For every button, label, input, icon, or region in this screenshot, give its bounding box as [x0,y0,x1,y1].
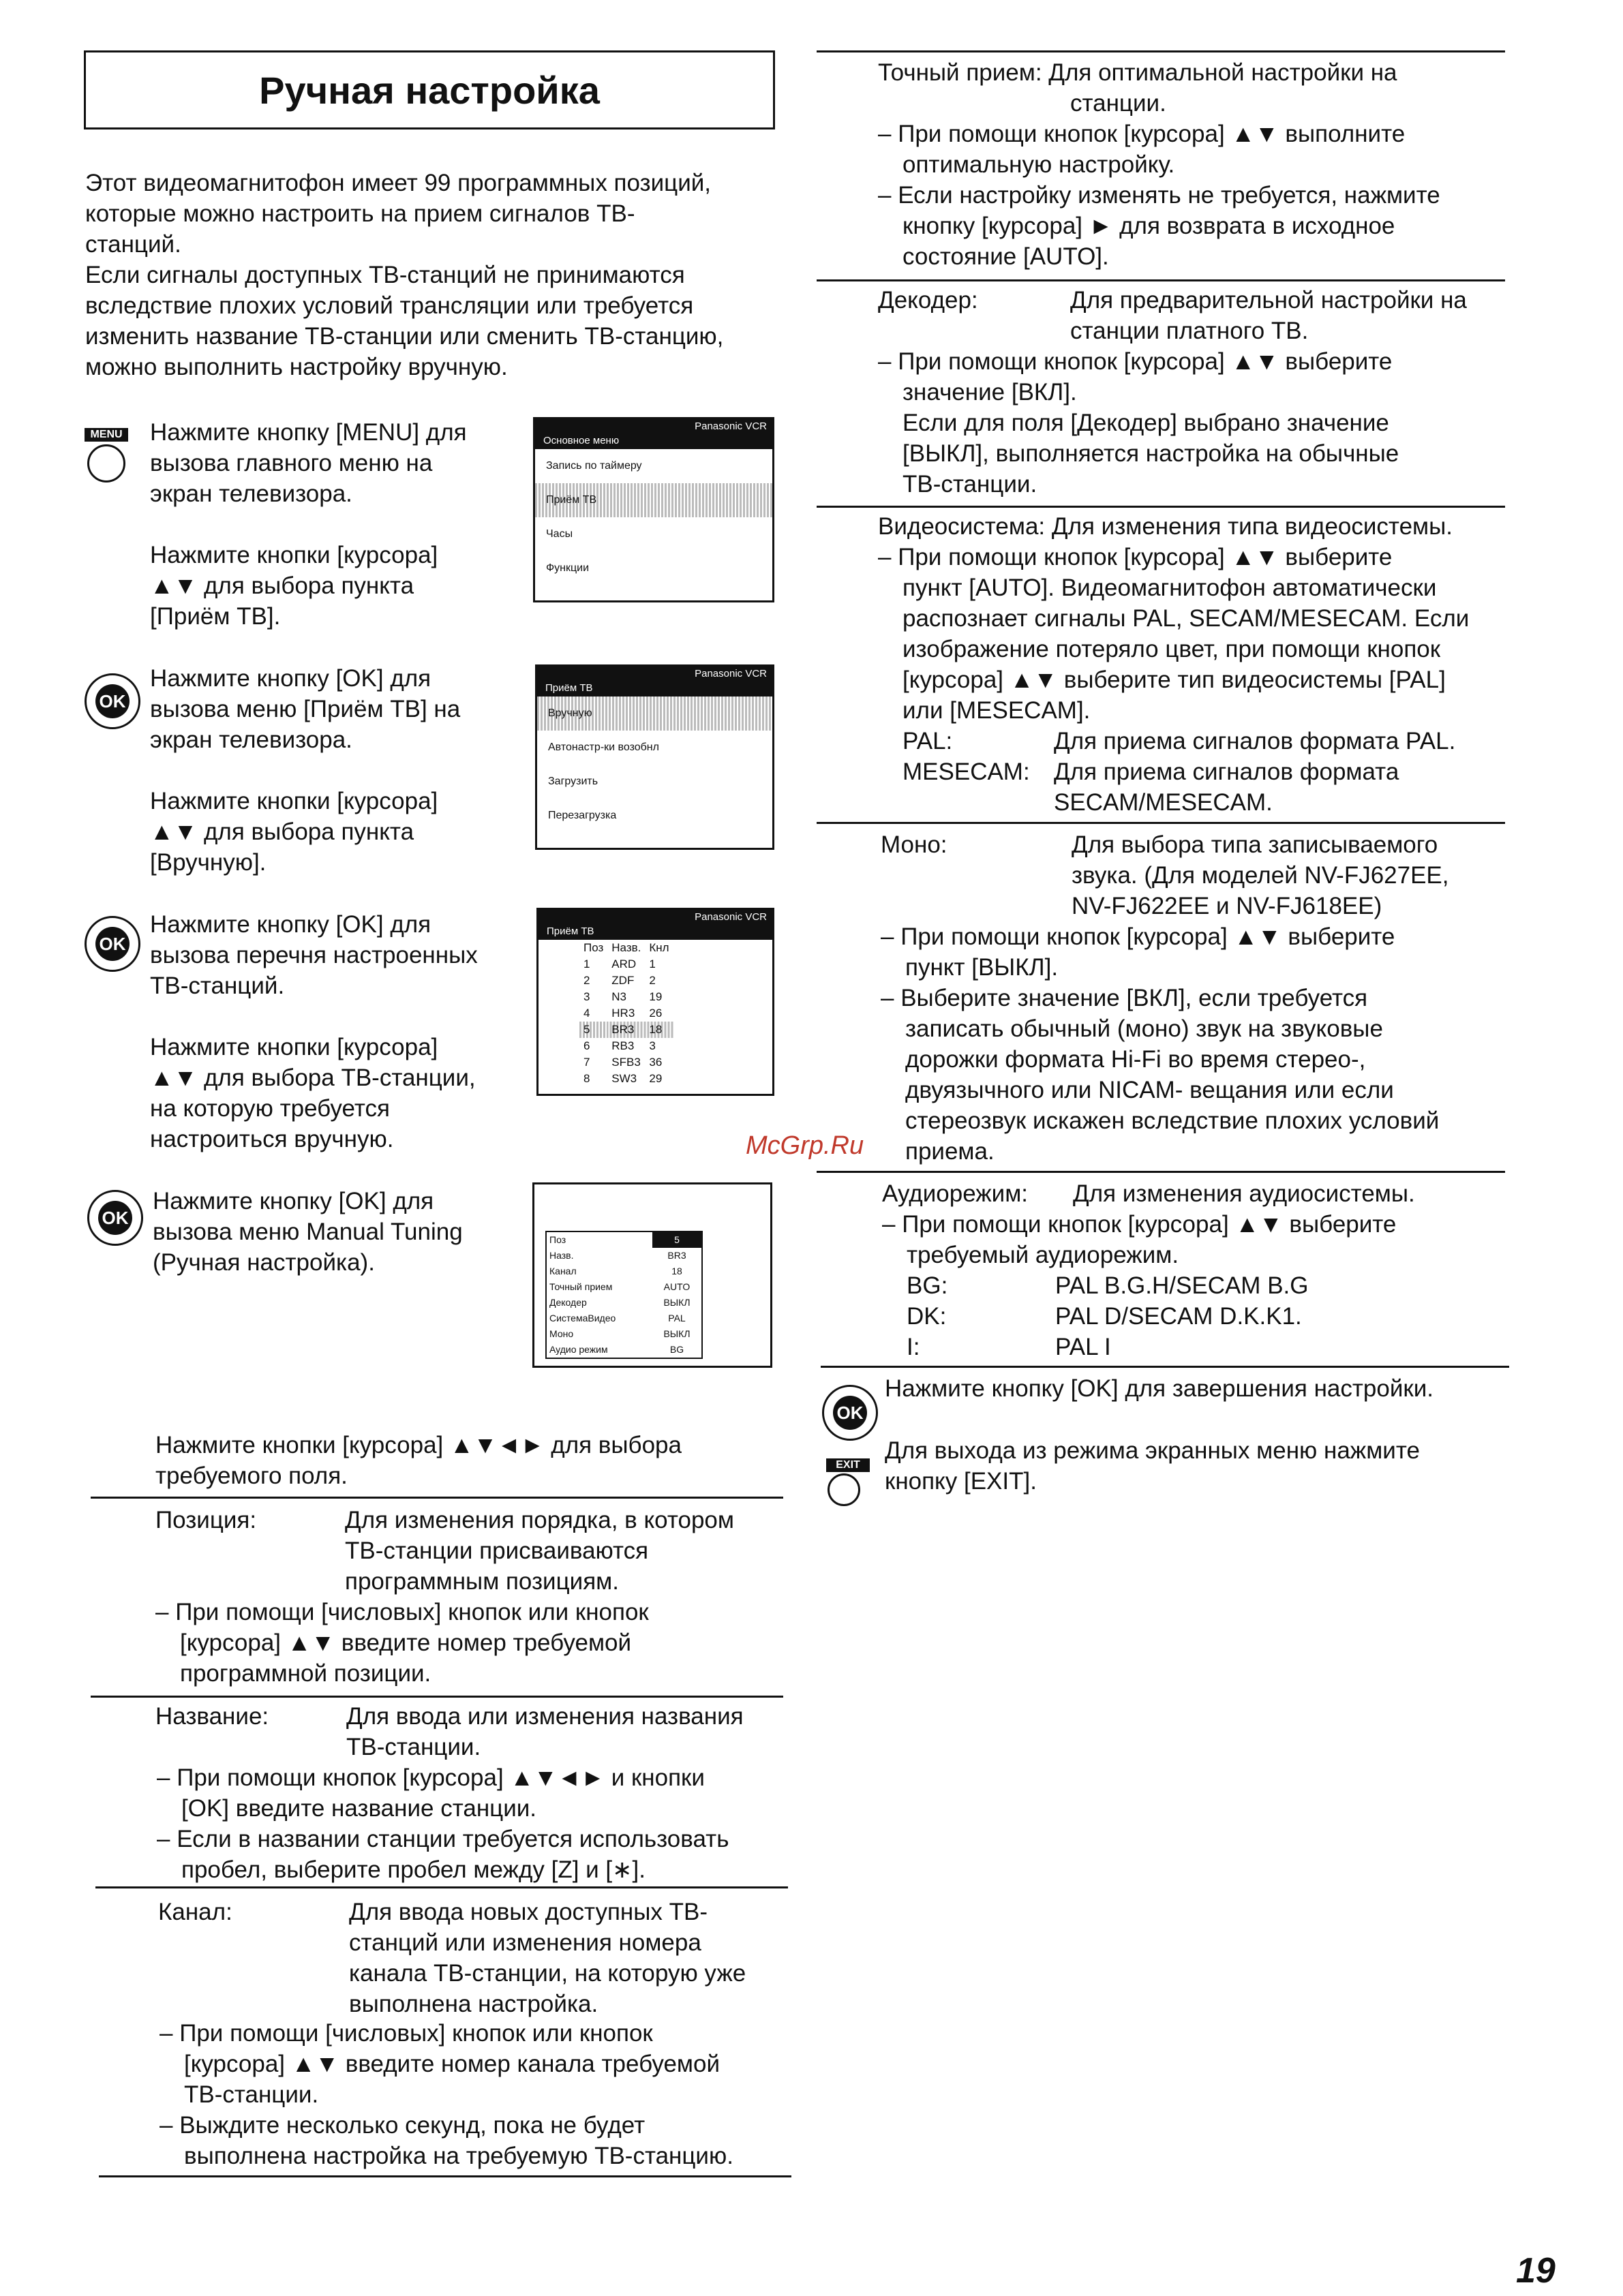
pos-desc: Для изменения порядка, в котором ТВ-станции присваиваются программным позициям. [345,1507,734,1595]
table-row: Моно ВЫКЛ [549,1328,691,1339]
name-label: Название: [155,1703,269,1730]
mono-desc: Для выбора типа записываемого звука. (Для моделей NV-FJ627EE, NV-FJ622EE и NV-FJ618EE) [1072,831,1449,919]
name-desc: Для ввода или изменения названия ТВ-станции. [346,1703,744,1760]
tv-menu-screen: Приём ТВ Panasonic VCR Вручную Автонастр-ки возобнл Загрузить Перезагрузка [535,664,774,850]
ok-button-icon: OK [85,916,140,972]
table-row-selected: 5 BR3 18 [579,1022,673,1038]
pos-bullets: – При помощи [числовых] кнопок или кнопок [курсора] ▲▼ введите номер требуемой программной позиции. [155,1599,649,1687]
divider [821,1366,1509,1368]
ok-button-icon: OK [85,673,140,729]
divider [817,1171,1505,1173]
chan-bullets: – При помощи [числовых] кнопок или кнопок [курсора] ▲▼ введите номер канала требуемой ТВ-станции. – Выждите несколько секунд, пока не будет выполнена настройка на требуемую ТВ-станцию. [160,2020,733,2169]
step-3-text: Нажмите кнопку [OK] для вызова перечня настроенных ТВ-станций. [150,911,478,999]
menu-item-selected: Вручную [537,697,772,731]
table-row: Декодер ВЫКЛ [549,1297,691,1308]
divider [91,1497,783,1499]
mono-bullets: – При помощи кнопок [курсора] ▲▼ выберите пункт [ВЫКЛ]. – Выберите значение [ВКЛ], если требуется записать обычный (моно) звук на звуковые дорожки формата Hi-Fi во время стерео-, двуязычного или NICAM- вещания или если стереозвук искажен вследствие плохих условий приема. [881,923,1440,1165]
button-circle-icon [828,1473,860,1506]
table-row: Точный прием AUTO [549,1281,691,1292]
decoder-desc: Для предварительной настройки на станции платного ТВ. [1070,287,1467,344]
station-list-screen: Приём ТВ Panasonic VCR Поз Назв. Кнл 1 ARD 1 2 ZDF 2 3 N3 19 4 HR3 26 5 BR3 18 6 RB3 3 7 SFB3 36 8 SW3 29 [536,908,774,1096]
ok-button-icon: OK [822,1385,878,1441]
table-row: Канал 18 [549,1266,682,1276]
step-5-text: Нажмите кнопки [курсора] ▲▼◄► для выбора требуемого поля. [155,1432,682,1489]
menu-item: Функции [546,562,590,574]
menu-button-icon: MENU [85,428,128,442]
table-row: 4 HR3 26 [583,1007,663,1020]
manual-tuning-table [545,1231,703,1359]
exit-button-icon: EXIT [826,1458,870,1472]
watermark: McGrp.Ru [746,1131,864,1160]
menu-item-selected: Приём ТВ [535,483,772,517]
chan-desc: Для ввода новых доступных ТВ- станций или изменения номера канала ТВ-станции, на которую уже выполнена настройка. [349,1899,746,2017]
menu-item: Часы [546,528,573,540]
audio-bullets: – При помощи кнопок [курсора] ▲▼ выберите требуемый аудиорежим. BG: PAL B.G.H/SECAM B.G DK: PAL D/SECAM D.K.K1. I: PAL I [882,1211,1397,1360]
pos-label: Позиция: [155,1507,257,1533]
table-row: 3 N3 19 [583,990,663,1003]
table-row: 2 ZDF 2 [583,974,656,987]
decoder-bullets: – При помощи кнопок [курсора] ▲▼ выберите значение [ВКЛ]. Если для поля [Декодер] выбрано значение [ВЫКЛ], выполняется настройка на обычные ТВ-станции. [878,348,1399,498]
table-row: Аудио режим BG [549,1344,684,1355]
page-title: Ручная настройка [84,50,775,129]
step-1b-text: Нажмите кнопки [курсора] ▲▼ для выбора пункта [Приём ТВ]. [150,542,438,630]
table-row: Назв. BR3 [549,1250,686,1261]
finish-text: Нажмите кнопку [OK] для завершения настройки. [885,1375,1434,1402]
table-row: СистемаВидео PAL [549,1313,686,1323]
audio-label: Аудиорежим: [882,1180,1029,1207]
main-menu-screen: Основное меню Panasonic VCR Запись по таймеру Приём ТВ Часы Функции [533,417,774,602]
page-number: 19 [1516,2251,1556,2291]
divider [817,279,1505,281]
divider [99,2175,791,2177]
menu-item: Запись по таймеру [546,460,642,472]
divider [817,50,1505,52]
table-row: 1 ARD 1 [583,958,656,970]
decoder-label: Декодер: [878,287,978,313]
table-row: 7 SFB3 36 [583,1056,663,1069]
name-bullets: – При помощи кнопок [курсора] ▲▼◄► и кнопки [OK] введите название станции. – Если в названии станции требуется использовать пробел, выберите пробел между [Z] и [∗]. [157,1764,729,1883]
step-2b-text: Нажмите кнопки [курсора] ▲▼ для выбора пункта [Вручную]. [150,788,438,876]
table-header: Поз Назв. Кнл [583,941,669,954]
manual-tuning-screen [532,1182,772,1368]
step-3b-text: Нажмите кнопки [курсора] ▲▼ для выбора ТВ-станции, на которую требуется настроиться вручную. [150,1034,476,1152]
intro-text: Этот видеомагнитофон имеет 99 программных позиций, которые можно настроить на прием сигналов ТВ- станций. Если сигналы доступных ТВ-станций не принимаются вследствие плохих условий трансляции или требуется изменить название ТВ-станции или сменить ТВ-станцию, можно выполнить настройку вручную. [85,170,724,380]
button-circle-icon [87,444,125,483]
table-row: 6 RB3 3 [583,1039,656,1052]
menu-item: Перезагрузка [548,810,617,821]
divider [95,1886,788,1888]
divider [817,822,1505,824]
table-row: Поз 5 [546,1231,702,1248]
fine-section: Точный прием: Для оптимальной настройки на станции. – При помощи кнопок [курсора] ▲▼ выполните оптимальную настройку. – Если настройку изменять не требуется, нажмите кнопку [курсора] ► для возврата в исходное состояние [AUTO]. [878,59,1440,270]
table-row: 8 SW3 29 [583,1072,663,1085]
step-1-text: Нажмите кнопку [MENU] для вызова главного меню на экран телевизора. [150,419,467,507]
exit-text: Для выхода из режима экранных меню нажмите кнопку [EXIT]. [885,1437,1420,1495]
video-section: Видеосистема: Для изменения типа видеосистемы. – При помощи кнопок [курсора] ▲▼ выберите пункт [AUTO]. Видеомагнитофон автоматически распознает сигналы PAL, SECAM/MESECAM. Если изображение потеряло цвет, при помощи кнопок [курсора] ▲▼ выберите тип видеосистемы [PAL] или [MESECAM]. PAL: Для приема сигналов формата PAL. MESECAM: Для приема сигналов формата SECAM/MESECAM. [878,513,1470,816]
ok-button-icon: OK [87,1190,143,1246]
divider [817,506,1505,508]
chan-label: Канал: [158,1899,232,1925]
audio-desc: Для изменения аудиосистемы. [1073,1180,1415,1207]
menu-item: Загрузить [548,776,598,787]
step-4-text: Нажмите кнопку [OK] для вызова меню Manual Tuning (Ручная настройка). [153,1188,463,1276]
mono-label: Моно: [881,831,947,858]
step-2-text: Нажмите кнопку [OK] для вызова меню [Приём ТВ] на экран телевизора. [150,665,461,753]
divider [91,1696,783,1698]
station-table [579,940,673,1087]
menu-item: Автонастр-ки возобнл [548,741,659,753]
